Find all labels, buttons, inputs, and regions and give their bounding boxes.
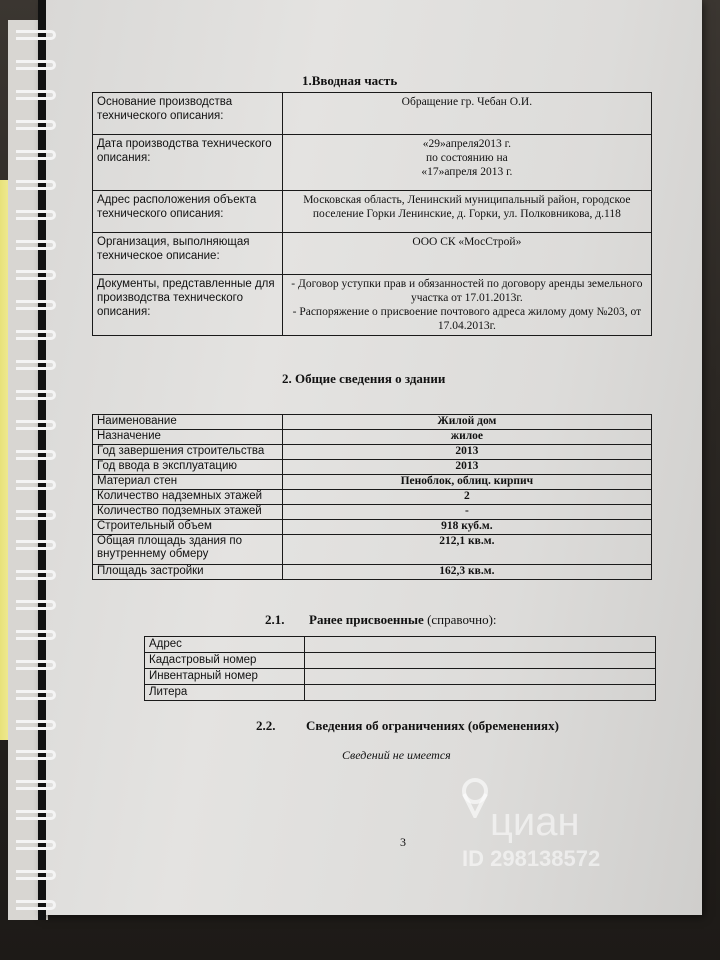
coil-ring (16, 720, 56, 730)
table-row (93, 445, 652, 460)
coil-ring (16, 810, 56, 820)
row-value (304, 669, 655, 685)
table-row (145, 653, 656, 669)
row-value: 162,3 кв.м. (282, 565, 651, 580)
row-label: Материал стен (93, 475, 283, 490)
table-row (93, 275, 652, 336)
page-number: 3 (400, 835, 406, 849)
coil-ring (16, 180, 56, 190)
coil-ring (16, 300, 56, 310)
row-label: Назначение (93, 430, 283, 445)
coil-ring (16, 570, 56, 580)
row-label: Строительный объем (93, 520, 283, 535)
row-label: Основание производства технического описания: (93, 93, 283, 135)
coil-ring (16, 390, 56, 400)
row-value: 918 куб.м. (282, 520, 651, 535)
section22-title (256, 718, 559, 734)
row-label: Год ввода в эксплуатацию (93, 460, 283, 475)
coil-ring (16, 210, 56, 220)
coil-ring (16, 690, 56, 700)
section21-title-rest: (справочно): (423, 612, 497, 627)
coil-ring (16, 660, 56, 670)
row-label: Организация, выполняющая техническое описание: (93, 233, 283, 275)
coil-ring (16, 270, 56, 280)
coil-ring (16, 120, 56, 130)
table-row (93, 93, 652, 135)
coil-ring (16, 630, 56, 640)
table-row (93, 505, 652, 520)
row-value: Пеноблок, облиц. кирпич (282, 475, 651, 490)
row-label: Количество надземных этажей (93, 490, 283, 505)
row-value: жилое (282, 430, 651, 445)
table-row (93, 490, 652, 505)
coil-ring (16, 360, 56, 370)
coil-ring (16, 420, 56, 430)
table-row (93, 460, 652, 475)
row-label: Общая площадь здания по внутреннему обмеру (93, 535, 283, 565)
section21-number: 2.1. (265, 612, 285, 627)
row-value: 2013 (282, 460, 651, 475)
coil-ring (16, 450, 56, 460)
coil-ring (16, 600, 56, 610)
table-row (93, 430, 652, 445)
table-row (93, 415, 652, 430)
table-row (145, 637, 656, 653)
row-label: Адрес расположения объекта технического описания: (93, 191, 283, 233)
row-value: 212,1 кв.м. (282, 535, 651, 565)
coil-ring (16, 840, 56, 850)
row-label: Количество подземных этажей (93, 505, 283, 520)
row-value (304, 637, 655, 653)
coil-ring (16, 900, 56, 910)
building-info-table (92, 414, 652, 580)
row-value: Московская область, Ленинский муниципальный район, городское поселение Горки Ленинские, д. Горки, ул. Полковникова, д.118 (282, 191, 651, 233)
row-label: Инвентарный номер (145, 669, 305, 685)
coil-ring (16, 870, 56, 880)
section21-title (265, 612, 497, 628)
coil-ring (16, 750, 56, 760)
row-label: Кадастровый номер (145, 653, 305, 669)
no-info-note: Сведений не имеется (342, 748, 451, 762)
coil-ring (16, 30, 56, 40)
row-value (304, 653, 655, 669)
coil-ring (16, 60, 56, 70)
document-page (40, 0, 702, 915)
watermark-brand: циан (490, 800, 580, 844)
section21-title-bold: Ранее присвоенные (309, 612, 424, 627)
table-row (93, 135, 652, 191)
row-value: «29»апреля2013 г. по состоянию на «17»апреля 2013 г. (282, 135, 651, 191)
coil-ring (16, 480, 56, 490)
table-row (93, 191, 652, 233)
table-row (93, 535, 652, 565)
row-label: Адрес (145, 637, 305, 653)
coil-ring (16, 90, 56, 100)
row-label: Площадь застройки (93, 565, 283, 580)
table-row (93, 520, 652, 535)
row-label: Литера (145, 685, 305, 701)
coil-ring (16, 540, 56, 550)
section22-heading: Сведения об ограничениях (обременениях) (306, 718, 559, 733)
coil-ring (16, 510, 56, 520)
row-label: Документы, представленные для производства технического описания: (93, 275, 283, 336)
intro-table (92, 92, 652, 336)
section1-title: 1.Вводная часть (302, 73, 398, 88)
row-value: Жилой дом (282, 415, 651, 430)
row-value: - Договор уступки прав и обязанностей по договору аренды земельного участка от 17.01.2013г. - Распоряжение о присвоение почтового адреса жилому дому №203, от 17.04.2013г. (282, 275, 651, 336)
row-value: ООО СК «МосСтрой» (282, 233, 651, 275)
table-row (145, 669, 656, 685)
row-value: - (282, 505, 651, 520)
watermark-id: ID 298138572 (462, 846, 601, 871)
row-label: Дата производства технического описания: (93, 135, 283, 191)
previous-ids-table (144, 636, 656, 701)
coil-ring (16, 330, 56, 340)
table-row (93, 475, 652, 490)
section2-title: 2. Общие сведения о здании (282, 371, 446, 386)
table-row (145, 685, 656, 701)
coil-ring (16, 240, 56, 250)
coil-ring (16, 780, 56, 790)
row-label: Наименование (93, 415, 283, 430)
row-value: Обращение гр. Чебан О.И. (282, 93, 651, 135)
table-row (93, 565, 652, 580)
row-value: 2013 (282, 445, 651, 460)
coil-ring (16, 150, 56, 160)
row-label: Год завершения строительства (93, 445, 283, 460)
cian-logo-icon (460, 778, 490, 818)
row-value (304, 685, 655, 701)
table-row (93, 233, 652, 275)
section22-number: 2.2. (256, 718, 276, 733)
row-value: 2 (282, 490, 651, 505)
